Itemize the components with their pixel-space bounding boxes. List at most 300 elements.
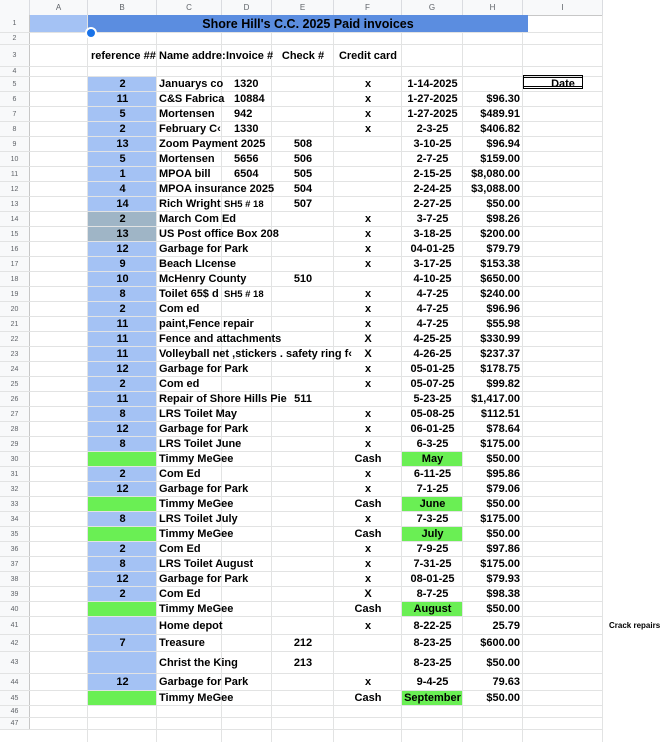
reference-cell[interactable]: 5 (119, 153, 126, 165)
date-cell[interactable]: June (419, 498, 446, 510)
row-number[interactable]: 6 (0, 92, 30, 106)
credit-card-cell[interactable]: x (364, 423, 372, 435)
amount-cell[interactable]: $50.00 (486, 692, 520, 704)
amount-cell[interactable]: $79.93 (486, 573, 520, 585)
select-all-corner[interactable] (0, 0, 30, 15)
name-cell[interactable]: February C‹ (159, 123, 221, 135)
name-cell[interactable]: Januarys co (159, 78, 224, 90)
row-number[interactable]: 37 (0, 557, 30, 571)
date-cell[interactable]: 2-7-25 (416, 153, 449, 165)
row-number[interactable]: 10 (0, 152, 30, 166)
reference-cell[interactable]: 5 (119, 108, 126, 120)
row-number[interactable]: 45 (0, 691, 30, 705)
reference-cell[interactable]: 8 (119, 513, 126, 525)
row-number[interactable]: 14 (0, 212, 30, 226)
amount-cell[interactable]: $175.00 (480, 558, 520, 570)
credit-card-cell[interactable] (334, 182, 402, 196)
amount-cell[interactable]: $489.91 (480, 108, 520, 120)
reference-cell[interactable]: 12 (116, 573, 129, 585)
sheet-row (0, 122, 603, 137)
name-cell[interactable]: Com ed (159, 303, 200, 315)
credit-card-cell[interactable]: x (364, 619, 372, 632)
row-number[interactable]: 34 (0, 512, 30, 526)
reference-cell[interactable]: 8 (119, 558, 126, 570)
credit-card-cell[interactable]: x (364, 78, 372, 90)
credit-card-cell[interactable]: x (364, 363, 372, 375)
name-cell[interactable]: Garbage for Park (159, 423, 249, 435)
amount-cell[interactable]: $79.79 (486, 243, 520, 255)
date-cell[interactable]: 4-7-25 (416, 288, 449, 300)
amount-cell[interactable]: $3,088.00 (471, 183, 520, 195)
reference-cell[interactable] (88, 527, 157, 541)
check-cell[interactable]: 213 (293, 656, 313, 669)
reference-cell[interactable]: 2 (119, 213, 126, 225)
date-cell[interactable]: 05-08-25 (410, 408, 455, 420)
credit-card-cell[interactable]: x (364, 243, 372, 255)
row-number[interactable]: 18 (0, 272, 30, 286)
date-cell[interactable]: 9-4-25 (416, 676, 449, 688)
amount-cell[interactable]: $600.00 (480, 637, 520, 649)
sheet-row (0, 332, 603, 347)
date-cell[interactable]: 7-3-25 (416, 513, 449, 525)
amount-cell[interactable]: $153.38 (480, 258, 520, 270)
date-cell[interactable]: May (421, 453, 444, 465)
sheet-row (0, 197, 603, 212)
row-number[interactable]: 24 (0, 362, 30, 376)
credit-card-cell[interactable]: x (364, 438, 372, 450)
reference-cell[interactable] (88, 617, 157, 634)
header-invoice[interactable]: Invoice # (226, 49, 274, 62)
invoice-cell[interactable]: 1330 (234, 123, 259, 135)
name-cell[interactable]: Home depot (159, 619, 223, 632)
name-cell[interactable]: Com Ed (159, 468, 201, 480)
reference-cell[interactable]: 13 (116, 138, 129, 150)
sheet-row (0, 602, 603, 617)
name-cell[interactable]: Christ the King (159, 656, 238, 669)
amount-cell[interactable]: $97.86 (486, 543, 520, 555)
name-cell[interactable]: MPOA insurance 2025 (159, 183, 275, 195)
reference-cell[interactable]: 11 (116, 348, 129, 360)
amount-cell[interactable]: $95.86 (486, 468, 520, 480)
row-number[interactable]: 17 (0, 257, 30, 271)
amount-cell[interactable]: $406.82 (480, 123, 520, 135)
reference-cell[interactable]: 2 (119, 303, 126, 315)
credit-card-cell[interactable] (334, 152, 402, 166)
row-number[interactable]: 33 (0, 497, 30, 511)
amount-cell[interactable]: $50.00 (486, 603, 520, 615)
row-number[interactable]: 35 (0, 527, 30, 541)
header-credit-card[interactable]: Credit card (338, 49, 398, 62)
row-number[interactable]: 19 (0, 287, 30, 301)
header-check[interactable]: Check # (281, 49, 325, 62)
credit-card-cell[interactable] (334, 167, 402, 181)
date-cell[interactable]: 06-01-25 (410, 423, 455, 435)
name-cell[interactable]: Com Ed (159, 588, 201, 600)
date-cell[interactable]: 1-27-2025 (407, 93, 458, 105)
amount-cell[interactable]: $98.26 (486, 213, 520, 225)
name-cell[interactable]: Timmy MeGee (159, 603, 234, 615)
date-cell[interactable]: 6-11-25 (413, 468, 452, 480)
check-cell[interactable]: 511 (294, 393, 312, 405)
row-number[interactable]: 25 (0, 377, 30, 391)
row-number[interactable]: 39 (0, 587, 30, 601)
amount-cell[interactable]: $159.00 (480, 153, 520, 165)
name-cell[interactable]: Garbage for Park (159, 573, 249, 585)
reference-cell[interactable]: 8 (119, 438, 126, 450)
invoice-cell[interactable]: SH5 # 18 (224, 288, 264, 300)
name-cell[interactable]: Timmy MeGee (159, 498, 234, 510)
reference-cell[interactable]: 2 (119, 123, 126, 135)
reference-cell[interactable]: 1 (119, 168, 126, 180)
date-cell[interactable]: 8-22-25 (413, 619, 452, 632)
amount-cell[interactable]: $200.00 (480, 228, 520, 240)
reference-cell[interactable]: 11 (116, 318, 129, 330)
reference-cell[interactable]: 2 (119, 468, 126, 480)
credit-card-cell[interactable]: x (364, 213, 372, 225)
name-cell[interactable]: LRS Toilet May (159, 408, 238, 420)
name-cell[interactable]: Fence and attachments (159, 333, 282, 345)
check-cell[interactable]: 510 (293, 273, 313, 285)
date-label[interactable]: Date (551, 78, 575, 90)
header-reference[interactable]: reference ## (91, 49, 156, 62)
reference-cell[interactable]: 11 (116, 333, 129, 345)
credit-card-cell[interactable]: x (364, 573, 372, 585)
row-number[interactable]: 16 (0, 242, 30, 256)
column-header-a[interactable]: A (30, 0, 88, 15)
credit-card-cell[interactable] (334, 272, 402, 286)
sheet-row (0, 107, 603, 122)
date-cell[interactable]: 8-7-25 (416, 588, 449, 600)
credit-card-cell[interactable]: x (364, 108, 372, 120)
row-number[interactable]: 15 (0, 227, 30, 241)
row-number[interactable]: 26 (0, 392, 30, 406)
invoice-cell[interactable]: SH5 # 18 (224, 198, 264, 210)
reference-cell[interactable] (88, 497, 157, 511)
amount-cell[interactable]: $178.75 (480, 363, 520, 375)
amount-cell[interactable] (463, 77, 523, 91)
date-cell[interactable]: 3-18-25 (413, 228, 452, 240)
row-number[interactable]: 46 (0, 706, 30, 717)
amount-cell[interactable]: $55.98 (486, 318, 520, 330)
date-cell[interactable]: 7-9-25 (416, 543, 449, 555)
row-number[interactable]: 11 (0, 167, 30, 181)
reference-cell[interactable]: 9 (119, 258, 126, 270)
check-cell[interactable]: 504 (293, 183, 313, 195)
credit-card-cell[interactable]: x (364, 303, 372, 315)
row-number[interactable]: 29 (0, 437, 30, 451)
reference-cell[interactable]: 12 (116, 243, 129, 255)
row-number[interactable]: 7 (0, 107, 30, 121)
date-cell[interactable]: 1-27-2025 (407, 108, 458, 120)
amount-cell[interactable]: 79.63 (492, 676, 520, 688)
credit-card-cell[interactable]: x (364, 258, 372, 270)
row-number[interactable]: 42 (0, 635, 30, 651)
row-number[interactable]: 22 (0, 332, 30, 346)
date-cell[interactable]: 05-01-25 (410, 363, 455, 375)
row-number[interactable]: 13 (0, 197, 30, 211)
name-cell[interactable]: March Com Ed (159, 213, 237, 225)
credit-card-cell[interactable]: Cash (354, 528, 382, 540)
amount-cell[interactable]: 25.79 (492, 619, 520, 632)
date-cell[interactable]: 4-26-25 (413, 348, 452, 360)
credit-card-cell[interactable]: x (364, 558, 372, 570)
reference-cell[interactable]: 12 (116, 423, 129, 435)
date-cell[interactable]: 5-23-25 (413, 393, 452, 405)
amount-cell[interactable]: $50.00 (486, 656, 520, 669)
name-cell[interactable]: paint,Fence repair (159, 318, 254, 330)
column-header-h[interactable]: H (463, 0, 523, 15)
reference-cell[interactable]: 12 (116, 483, 129, 495)
reference-cell[interactable] (88, 602, 157, 616)
amount-cell[interactable]: $96.96 (486, 303, 520, 315)
amount-cell[interactable]: $96.30 (486, 93, 520, 105)
credit-card-cell[interactable]: x (364, 676, 372, 688)
name-cell[interactable]: Garbage for Park (159, 243, 249, 255)
reference-cell[interactable] (88, 652, 157, 673)
credit-card-cell[interactable]: Cash (354, 603, 382, 615)
amount-cell[interactable]: $1,417.00 (471, 393, 520, 405)
sheet-row (0, 377, 603, 392)
date-cell[interactable]: 8-23-25 (413, 637, 452, 649)
reference-cell[interactable]: 2 (119, 543, 126, 555)
bordered-cell[interactable] (523, 77, 583, 89)
date-cell[interactable]: 04-01-25 (410, 243, 455, 255)
row-number[interactable]: 3 (0, 45, 30, 66)
row-number[interactable]: 2 (0, 33, 30, 44)
amount-cell[interactable]: $50.00 (486, 498, 520, 510)
credit-card-cell[interactable]: X (364, 348, 372, 360)
reference-cell[interactable]: 7 (119, 637, 126, 649)
credit-card-cell[interactable]: Cash (354, 498, 382, 510)
row-number[interactable]: 5 (0, 77, 30, 91)
credit-card-cell[interactable] (334, 635, 402, 651)
selection-handle[interactable] (85, 27, 97, 39)
sheet-row (0, 77, 603, 92)
reference-cell[interactable]: 4 (119, 183, 126, 195)
row-number[interactable]: 23 (0, 347, 30, 361)
date-cell[interactable]: 4-10-25 (413, 273, 452, 285)
row-number[interactable]: 9 (0, 137, 30, 151)
name-cell[interactable]: Com ed (159, 378, 200, 390)
credit-card-cell[interactable]: X (364, 333, 372, 345)
amount-cell[interactable]: $650.00 (480, 273, 520, 285)
reference-cell[interactable]: 8 (119, 288, 126, 300)
sheet-title[interactable]: Shore Hill's C.C. 2025 Paid invoices (88, 15, 528, 32)
date-cell[interactable]: 4-25-25 (413, 333, 452, 345)
reference-cell[interactable]: 11 (116, 93, 129, 105)
date-cell[interactable]: 2-24-25 (413, 183, 452, 195)
reference-cell[interactable]: 14 (116, 198, 129, 210)
credit-card-cell[interactable] (334, 197, 402, 211)
row-number[interactable]: 28 (0, 422, 30, 436)
credit-card-cell[interactable]: x (364, 483, 372, 495)
check-cell[interactable]: 508 (293, 138, 313, 150)
name-cell[interactable]: Zoom Payment 2025 (159, 138, 266, 150)
date-cell[interactable]: August (413, 603, 452, 615)
credit-card-cell[interactable]: x (364, 513, 372, 525)
name-cell[interactable]: LRS Toilet July (159, 513, 238, 525)
credit-card-cell[interactable] (334, 137, 402, 151)
amount-cell[interactable]: $98.38 (486, 588, 520, 600)
row-number[interactable]: 32 (0, 482, 30, 496)
row-number[interactable]: 40 (0, 602, 30, 616)
invoice-cell[interactable]: 5656 (234, 153, 259, 165)
date-cell[interactable]: 4-7-25 (416, 303, 449, 315)
column-header-e[interactable]: E (272, 0, 334, 15)
amount-cell[interactable]: $240.00 (480, 288, 520, 300)
name-cell[interactable]: Mortensen (159, 108, 215, 120)
amount-cell[interactable]: $237.37 (480, 348, 520, 360)
credit-card-cell[interactable]: X (364, 588, 372, 600)
column-header-g[interactable]: G (402, 0, 463, 15)
name-cell[interactable]: C&S Fabrica (159, 93, 225, 105)
name-cell[interactable]: Mortensen (159, 153, 215, 165)
check-cell[interactable]: 212 (293, 637, 313, 649)
row-number[interactable]: 38 (0, 572, 30, 586)
column-header-c[interactable]: C (157, 0, 222, 15)
row-number[interactable]: 43 (0, 652, 30, 673)
amount-cell[interactable]: $112.51 (480, 408, 520, 420)
date-cell[interactable]: 08-01-25 (410, 573, 455, 585)
name-cell[interactable]: Garbage for Park (159, 676, 249, 688)
reference-cell[interactable]: 2 (119, 78, 126, 90)
amount-cell[interactable]: $50.00 (486, 528, 520, 540)
credit-card-cell[interactable]: x (364, 288, 372, 300)
name-cell[interactable]: Timmy MeGee (159, 453, 234, 465)
check-cell[interactable]: 505 (293, 168, 313, 180)
row-number[interactable]: 4 (0, 67, 30, 76)
name-cell[interactable]: Timmy MeGee (159, 528, 234, 540)
sheet-row (0, 227, 603, 242)
sheet-row (0, 452, 603, 467)
check-cell[interactable]: 507 (293, 198, 313, 210)
cell-fill (30, 15, 87, 32)
amount-cell[interactable]: $8,080.00 (471, 168, 520, 180)
row-number[interactable]: 1 (0, 15, 30, 32)
reference-cell[interactable]: 2 (119, 588, 126, 600)
reference-cell[interactable]: 8 (119, 408, 126, 420)
row-number[interactable]: 44 (0, 674, 30, 690)
amount-cell[interactable]: $50.00 (486, 198, 520, 210)
name-cell[interactable]: Garbage for Park (159, 483, 249, 495)
credit-card-cell[interactable] (334, 652, 402, 673)
amount-cell[interactable]: $175.00 (480, 513, 520, 525)
amount-cell[interactable]: $50.00 (486, 453, 520, 465)
sheet-row (0, 317, 603, 332)
credit-card-cell[interactable]: x (364, 123, 372, 135)
credit-card-cell[interactable]: x (364, 408, 372, 420)
date-cell[interactable]: 3-10-25 (413, 138, 452, 150)
date-cell[interactable]: 6-3-25 (416, 438, 449, 450)
amount-cell[interactable]: $96.94 (486, 138, 520, 150)
row-number[interactable]: 12 (0, 182, 30, 196)
date-cell[interactable]: 2-27-25 (413, 198, 452, 210)
invoice-cell[interactable]: 6504 (234, 168, 259, 180)
credit-card-cell[interactable] (334, 392, 402, 406)
name-cell[interactable]: LRS Toilet August (159, 558, 254, 570)
column-header-d[interactable]: D (222, 0, 272, 15)
row-number[interactable]: 27 (0, 407, 30, 421)
row-number[interactable]: 21 (0, 317, 30, 331)
row-number[interactable]: 36 (0, 542, 30, 556)
reference-cell[interactable]: 11 (116, 393, 129, 405)
amount-cell[interactable]: $79.06 (486, 483, 520, 495)
row-number[interactable]: 47 (0, 718, 30, 729)
reference-cell[interactable]: 12 (116, 363, 129, 375)
check-cell[interactable]: 506 (293, 153, 313, 165)
credit-card-cell[interactable]: x (364, 228, 372, 240)
amount-cell[interactable]: $175.00 (480, 438, 520, 450)
name-cell[interactable]: Garbage for Park (159, 363, 249, 375)
date-cell[interactable]: 2-15-25 (413, 168, 452, 180)
amount-cell[interactable]: $330.99 (480, 333, 520, 345)
name-cell[interactable]: McHenry County (159, 273, 247, 285)
row-number[interactable]: 30 (0, 452, 30, 466)
reference-cell[interactable]: 12 (116, 676, 129, 688)
date-cell[interactable]: 4-7-25 (416, 318, 449, 330)
date-cell[interactable]: September (404, 692, 461, 704)
reference-cell[interactable]: 2 (119, 378, 126, 390)
credit-card-cell[interactable]: x (364, 378, 372, 390)
name-cell[interactable]: Treasure (159, 637, 205, 649)
credit-card-cell[interactable]: Cash (354, 453, 382, 465)
column-header-i[interactable]: I (523, 0, 603, 15)
row-number[interactable]: 41 (0, 617, 30, 634)
name-cell[interactable]: Timmy MeGee (159, 692, 234, 704)
note-cell[interactable]: Crack repairs (609, 621, 660, 630)
amount-cell[interactable]: $78.64 (486, 423, 520, 435)
amount-cell[interactable]: $99.82 (486, 378, 520, 390)
date-cell[interactable]: 2-3-25 (416, 123, 449, 135)
name-cell[interactable]: LRS Toilet June (159, 438, 242, 450)
credit-card-cell[interactable]: Cash (354, 692, 382, 704)
credit-card-cell[interactable]: x (364, 318, 372, 330)
credit-card-cell[interactable]: x (364, 468, 372, 480)
column-header-f[interactable]: F (334, 0, 402, 15)
credit-card-cell[interactable]: x (364, 543, 372, 555)
name-cell[interactable]: Volleyball net ,stickers . safety ring f‹ (159, 348, 352, 360)
date-cell[interactable]: 8-23-25 (413, 656, 452, 669)
row-number[interactable]: 20 (0, 302, 30, 316)
date-cell[interactable]: 05-07-25 (410, 378, 455, 390)
name-cell[interactable]: Com Ed (159, 543, 201, 555)
row-number[interactable]: 31 (0, 467, 30, 481)
header-name[interactable]: Name addre: (159, 49, 226, 62)
name-cell[interactable]: Repair of Shore Hills Pie (159, 393, 287, 405)
date-cell[interactable]: 1-14-2025 (407, 78, 458, 90)
date-cell[interactable]: July (421, 528, 444, 540)
credit-card-cell[interactable]: x (364, 93, 372, 105)
invoice-cell[interactable]: 1320 (234, 78, 259, 90)
name-cell[interactable]: Toilet 65$ d (159, 288, 219, 300)
row-number[interactable]: 8 (0, 122, 30, 136)
invoice-cell[interactable]: 942 (234, 108, 253, 120)
name-cell[interactable]: US Post office Box 208 (159, 228, 279, 240)
date-cell[interactable]: 3-17-25 (413, 258, 452, 270)
invoice-cell[interactable]: 10884 (234, 93, 265, 105)
date-cell[interactable]: 7-1-25 (416, 483, 449, 495)
column-header-b[interactable]: B (88, 0, 157, 15)
name-cell[interactable]: Beach LIcense (159, 258, 237, 270)
name-cell[interactable]: MPOA bill (159, 168, 211, 180)
date-cell[interactable]: 7-31-25 (413, 558, 452, 570)
date-cell[interactable]: 3-7-25 (416, 213, 449, 225)
reference-cell[interactable] (88, 691, 157, 705)
reference-cell[interactable]: 13 (116, 228, 129, 240)
reference-cell[interactable]: 10 (116, 273, 129, 285)
reference-cell[interactable] (88, 452, 157, 466)
name-cell[interactable]: Rich Wright (159, 198, 221, 210)
